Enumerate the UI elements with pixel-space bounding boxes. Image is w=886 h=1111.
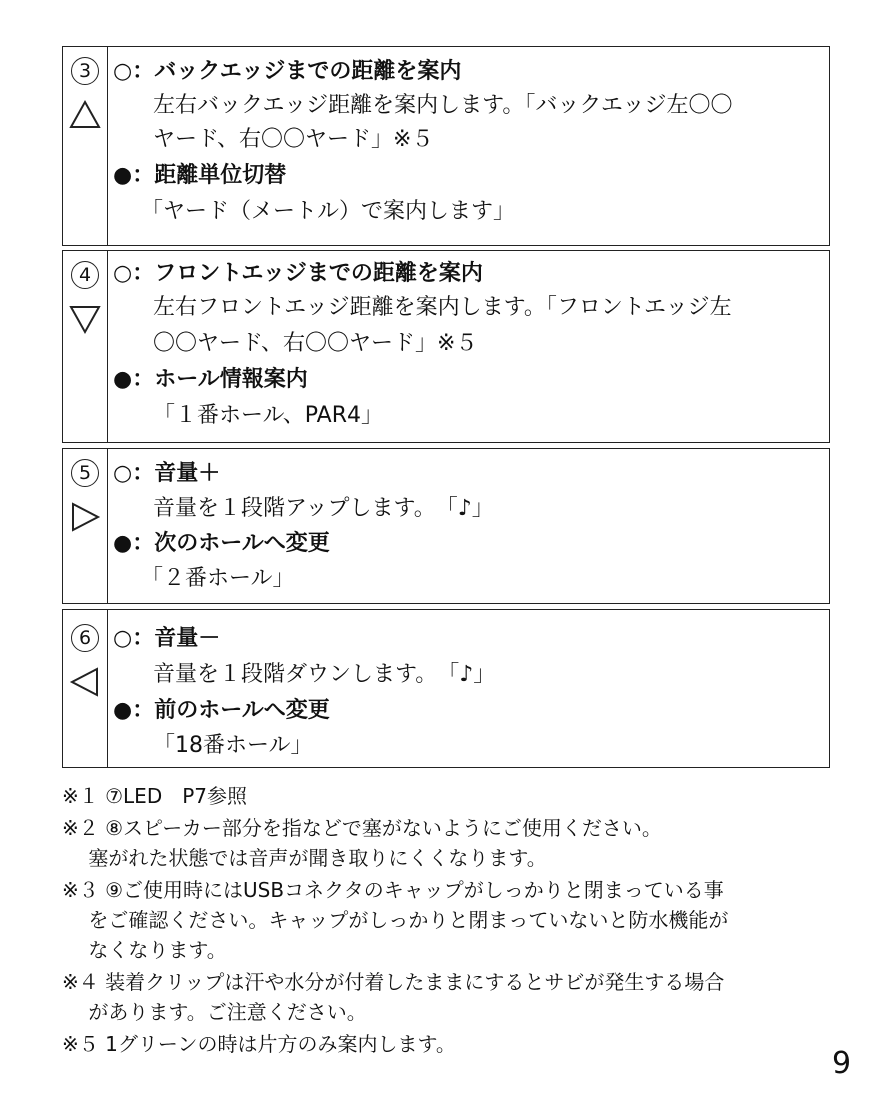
triangle-left-icon: [69, 666, 101, 698]
open-button-desc-line-2: ヤード、右〇〇ヤード」※５: [153, 127, 434, 152]
symbol-column: [63, 610, 108, 767]
circled-number: 5: [71, 459, 99, 487]
filled-button-label: ●：ホール情報案内: [113, 367, 308, 392]
filled-button-desc: 「２番ホール」: [141, 566, 295, 591]
footnote-2-line-1: ※２ ⑧スピーカー部分を指などで塞がないようにご使用ください。: [62, 816, 662, 840]
footnote-3-line-1: ※３ ⑨ご使用時にはUSBコネクタのキャップがしっかりと閉まっている事: [62, 878, 724, 902]
open-button-label: ○：バックエッジまでの距離を案内: [113, 59, 462, 84]
open-button-desc: 音量を１段階ダウンします。 「♪」: [153, 662, 496, 687]
filled-button-desc: 「ヤード（メートル）で案内します」: [141, 199, 516, 224]
footnote-5: ※５ 1グリーンの時は片方のみ案内します。: [62, 1032, 456, 1056]
circled-number: 6: [71, 624, 99, 652]
symbol-column: [63, 251, 108, 442]
circled-number: 4: [71, 261, 99, 289]
triangle-down-icon: [69, 303, 101, 335]
open-button-desc-line-1: 左右バックエッジ距離を案内します。「バックエッジ左〇〇: [153, 93, 733, 118]
open-button-label: ○：音量－: [113, 626, 221, 651]
open-button-desc-line-2: 〇〇ヤード、右〇〇ヤード」※５: [153, 331, 478, 356]
footnote-4-line-1: ※４ 装着クリップは汗や水分が付着したままにするとサビが発生する場合: [62, 970, 725, 994]
open-button-desc: 音量を１段階アップします。 「♪」: [153, 496, 494, 521]
footnote-3-line-2: をご確認ください。キャップがしっかりと閉まっていないと防水機能が: [62, 908, 729, 932]
symbol-column: [63, 449, 108, 603]
filled-button-label: ●：前のホールへ変更: [113, 698, 330, 723]
open-button-desc-line-1: 左右フロントエッジ距離を案内します。「フロントエッジ左: [153, 295, 732, 320]
section-3: [62, 46, 830, 246]
triangle-up-icon: [69, 99, 101, 131]
section-5: [62, 448, 830, 604]
footnote-1: ※１ ⑦LED P7参照: [62, 784, 248, 808]
footnote-3-line-3: なくなります。: [62, 938, 227, 962]
filled-button-label: ●：距離単位切替: [113, 163, 287, 188]
symbol-column: [63, 47, 108, 245]
filled-button-desc: 「１番ホール、PAR4」: [153, 403, 383, 428]
section-6: [62, 609, 830, 768]
filled-button-label: ●：次のホールへ変更: [113, 531, 330, 556]
footnote-2-line-2: 塞がれた状態では音声が聞き取りにくくなります。: [62, 846, 547, 870]
filled-button-desc: 「18番ホール」: [153, 733, 313, 758]
open-button-label: ○：音量＋: [113, 461, 221, 486]
triangle-right-icon: [69, 501, 101, 533]
page-number: 9: [832, 1046, 852, 1081]
footnote-4-line-2: があります。ご注意ください。: [62, 1000, 367, 1024]
circled-number: 3: [71, 57, 99, 85]
section-4: [62, 250, 830, 443]
open-button-label: ○：フロントエッジまでの距離を案内: [113, 261, 483, 286]
